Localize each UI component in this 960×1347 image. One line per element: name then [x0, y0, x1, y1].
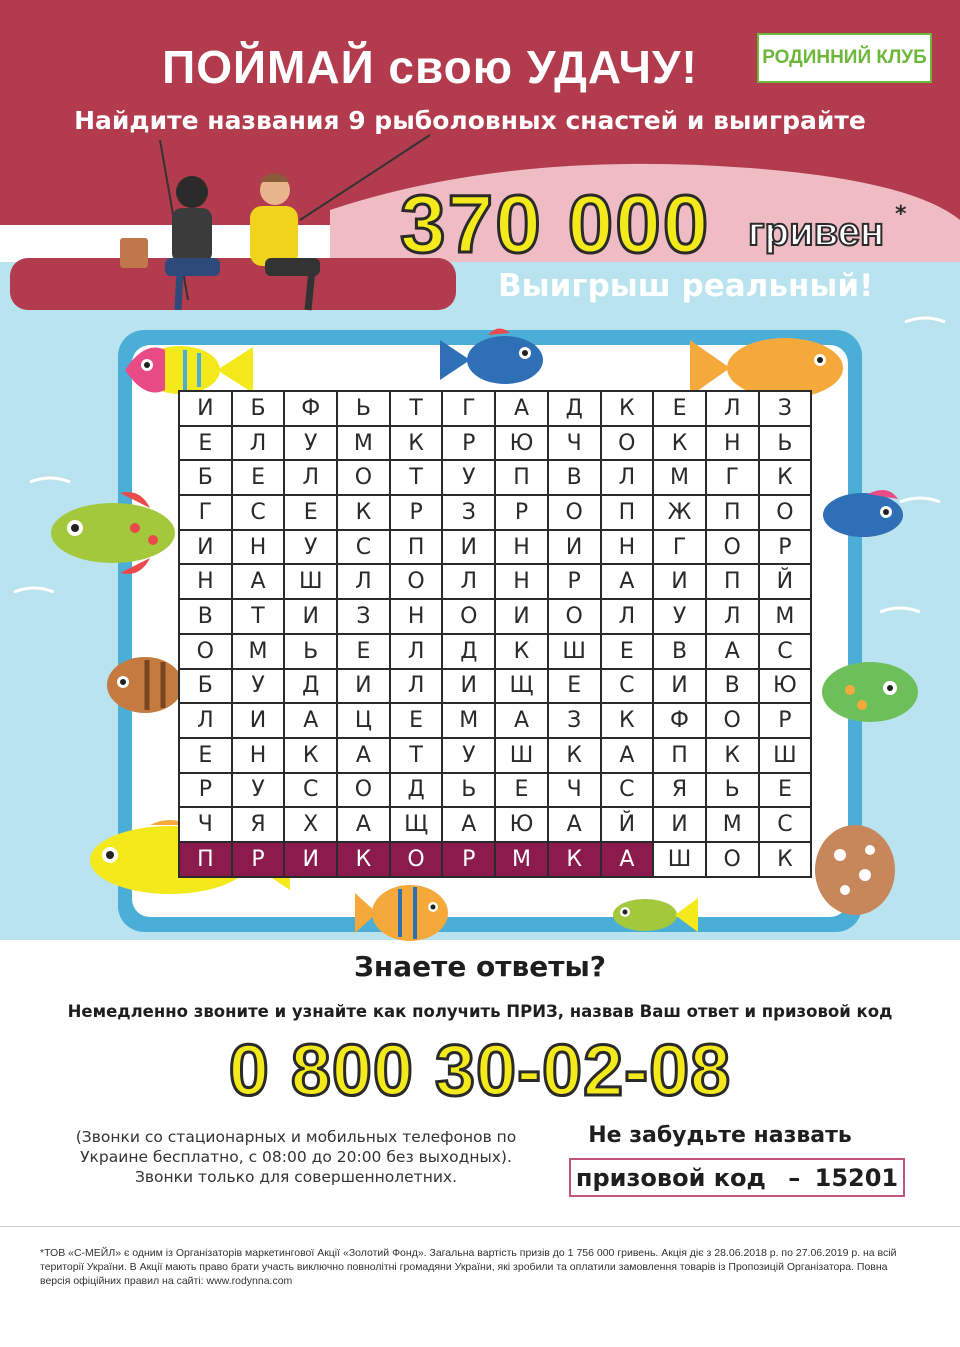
grid-cell[interactable]: Щ — [390, 807, 443, 842]
grid-cell[interactable]: А — [495, 703, 548, 738]
grid-cell[interactable]: Е — [284, 495, 337, 530]
grid-row — [179, 599, 811, 634]
grid-cell[interactable]: Ю — [495, 426, 548, 461]
question-heading: Знаете ответы? — [353, 950, 607, 983]
grid-cell[interactable]: И — [232, 703, 285, 738]
grid-cell[interactable]: И — [442, 669, 495, 704]
grid-cell[interactable]: Л — [232, 426, 285, 461]
grid-cell[interactable]: М — [232, 634, 285, 669]
call-note — [68, 1127, 524, 1187]
grid-cell[interactable]: П — [706, 495, 759, 530]
grid-cell[interactable]: Щ — [495, 669, 548, 704]
grid-cell[interactable]: К — [548, 842, 601, 877]
word-search-grid — [178, 390, 812, 878]
grid-cell[interactable]: Д — [284, 669, 337, 704]
grid-cell[interactable]: Л — [442, 564, 495, 599]
grid-cell[interactable]: И — [653, 564, 706, 599]
grid-cell[interactable]: Й — [601, 807, 654, 842]
grid-cell[interactable]: У — [442, 738, 495, 773]
grid-cell[interactable]: В — [653, 634, 706, 669]
grid-cell[interactable]: Е — [390, 703, 443, 738]
grid-cell[interactable]: А — [337, 738, 390, 773]
grid-cell[interactable]: Н — [232, 738, 285, 773]
grid-cell[interactable]: Г — [653, 530, 706, 565]
grid-cell[interactable]: О — [179, 634, 232, 669]
grid-cell[interactable]: Д — [442, 634, 495, 669]
grid-cell[interactable]: Е — [232, 460, 285, 495]
footer-divider — [0, 1226, 960, 1227]
grid-cell[interactable]: К — [759, 460, 812, 495]
grid-row — [179, 495, 811, 530]
fish-icon — [810, 650, 925, 735]
grid-cell[interactable]: Я — [653, 773, 706, 808]
grid-cell[interactable]: Л — [337, 564, 390, 599]
grid-cell[interactable]: И — [284, 842, 337, 877]
grid-cell[interactable]: Я — [232, 807, 285, 842]
grid-cell[interactable]: Д — [390, 773, 443, 808]
call-note-line: Звонки только для совершеннолетних. — [134, 1168, 458, 1186]
grid-cell[interactable]: З — [548, 703, 601, 738]
grid-cell[interactable]: А — [601, 842, 654, 877]
grid-cell[interactable]: А — [442, 807, 495, 842]
grid-cell[interactable]: К — [495, 634, 548, 669]
grid-cell[interactable]: Ш — [495, 738, 548, 773]
grid-row — [179, 460, 811, 495]
grid-cell[interactable]: У — [232, 773, 285, 808]
grid-cell[interactable]: Ш — [653, 842, 706, 877]
prize-code-dash: – — [788, 1163, 801, 1192]
grid-cell[interactable]: У — [284, 530, 337, 565]
grid-cell[interactable]: О — [442, 599, 495, 634]
grid-cell[interactable]: И — [548, 530, 601, 565]
grid-cell[interactable]: А — [548, 807, 601, 842]
grid-cell[interactable]: И — [179, 530, 232, 565]
grid-cell[interactable]: Ь — [337, 391, 390, 426]
grid-cell[interactable]: Р — [442, 426, 495, 461]
grid-cell[interactable]: Л — [284, 460, 337, 495]
grid-cell[interactable]: И — [653, 669, 706, 704]
grid-cell[interactable]: К — [706, 738, 759, 773]
grid-cell[interactable]: О — [706, 703, 759, 738]
grid-cell[interactable]: О — [601, 426, 654, 461]
prize-code-label: призовой код — [575, 1163, 766, 1192]
grid-cell[interactable]: С — [759, 634, 812, 669]
grid-cell[interactable]: Ф — [284, 391, 337, 426]
grid-cell[interactable]: Т — [232, 599, 285, 634]
grid-cell[interactable]: О — [548, 495, 601, 530]
grid-cell[interactable]: И — [337, 669, 390, 704]
grid-cell[interactable]: О — [390, 842, 443, 877]
grid-cell[interactable]: Р — [232, 842, 285, 877]
grid-cell[interactable]: Ш — [548, 634, 601, 669]
grid-cell[interactable]: Н — [179, 564, 232, 599]
grid-cell[interactable]: Ж — [653, 495, 706, 530]
prize-tagline: Выигрыш реальный! — [498, 268, 874, 304]
grid-cell[interactable]: З — [337, 599, 390, 634]
grid-cell[interactable]: Й — [759, 564, 812, 599]
legal-footnote: *ТОВ «С-МЕЙЛ» є одним із Організаторів маркетингової Акції «Золотий Фонд». Загальна вартість призів до 1 756 000 гривень. Акція діє з 28.06.2018 р. по 27.06.2019 р. на всій території України. В Акції мають право брати участь виключно повнолітні громадяни України, які зробили та оплатили замовлення товарів із Пропозицій Організатора. Повна версія офіційних правил на сайті: www.rodynna.com — [40, 1247, 897, 1287]
grid-cell[interactable]: Ю — [759, 669, 812, 704]
grid-cell[interactable]: Р — [548, 564, 601, 599]
page-subtitle: Найдите названия 9 рыболовных снастей и выиграйте — [74, 106, 866, 135]
grid-cell[interactable]: Б — [179, 460, 232, 495]
grid-cell[interactable]: П — [179, 842, 232, 877]
grid-cell[interactable]: И — [284, 599, 337, 634]
grid-cell[interactable]: У — [653, 599, 706, 634]
fish-icon — [35, 488, 180, 578]
footnote-asterisk: * — [895, 202, 907, 227]
prize-amount: 370 000 — [400, 179, 711, 270]
grid-cell[interactable]: О — [706, 842, 759, 877]
fish-icon — [810, 815, 900, 925]
grid-cell[interactable]: О — [337, 460, 390, 495]
grid-cell[interactable]: К — [337, 495, 390, 530]
grid-cell[interactable]: И — [495, 599, 548, 634]
grid-cell[interactable]: М — [495, 842, 548, 877]
grid-row — [179, 773, 811, 808]
grid-cell[interactable]: К — [759, 842, 812, 877]
grid-row — [179, 426, 811, 461]
grid-cell[interactable]: Г — [179, 495, 232, 530]
grid-cell[interactable]: Е — [548, 669, 601, 704]
grid-cell[interactable]: Г — [706, 460, 759, 495]
fish-icon — [440, 325, 550, 390]
grid-cell[interactable]: С — [601, 773, 654, 808]
grid-cell[interactable]: Л — [601, 599, 654, 634]
grid-cell[interactable]: К — [653, 426, 706, 461]
grid-cell[interactable]: С — [601, 669, 654, 704]
grid-cell[interactable]: А — [495, 391, 548, 426]
grid-cell[interactable]: Б — [179, 669, 232, 704]
grid-cell[interactable]: Р — [759, 530, 812, 565]
fishermen-illustration — [100, 120, 450, 320]
remember-heading: Не забудьте назвать — [588, 1123, 852, 1148]
grid-row — [179, 391, 811, 426]
grid-cell[interactable]: А — [284, 703, 337, 738]
prize-code-box — [569, 1158, 905, 1197]
grid-cell[interactable]: А — [337, 807, 390, 842]
grid-cell[interactable]: А — [706, 634, 759, 669]
grid-cell[interactable]: В — [179, 599, 232, 634]
grid-cell[interactable]: Л — [706, 391, 759, 426]
grid-cell[interactable]: Т — [390, 391, 443, 426]
prize-code-value: 15201 — [814, 1163, 899, 1192]
grid-row — [179, 807, 811, 842]
grid-cell[interactable]: С — [232, 495, 285, 530]
grid-cell[interactable]: У — [284, 426, 337, 461]
grid-row — [179, 530, 811, 565]
grid-cell[interactable]: Ч — [548, 773, 601, 808]
logo-text: РОДИННИЙ КЛУБ — [762, 47, 927, 68]
grid-cell[interactable]: Н — [390, 599, 443, 634]
grid-cell[interactable]: П — [390, 530, 443, 565]
grid-cell[interactable]: Р — [179, 773, 232, 808]
grid-cell[interactable]: Е — [495, 773, 548, 808]
grid-cell[interactable]: З — [759, 391, 812, 426]
fish-icon — [355, 875, 455, 950]
grid-cell[interactable]: Н — [232, 530, 285, 565]
call-note-line: Украине бесплатно, с 08:00 до 20:00 без выходных). — [80, 1148, 512, 1166]
fish-icon — [95, 650, 185, 720]
grid-cell[interactable]: Ь — [706, 773, 759, 808]
grid-cell[interactable]: М — [759, 599, 812, 634]
grid-cell[interactable]: Ш — [759, 738, 812, 773]
grid-cell[interactable]: Л — [390, 634, 443, 669]
grid-cell[interactable]: И — [653, 807, 706, 842]
grid-cell[interactable]: Л — [179, 703, 232, 738]
grid-cell[interactable]: Н — [706, 426, 759, 461]
grid-cell[interactable]: М — [337, 426, 390, 461]
grid-cell[interactable]: П — [653, 738, 706, 773]
grid-row — [179, 669, 811, 704]
grid-cell[interactable]: Е — [337, 634, 390, 669]
grid-cell[interactable]: Х — [284, 807, 337, 842]
grid-cell[interactable]: П — [601, 495, 654, 530]
grid-cell[interactable]: О — [390, 564, 443, 599]
grid-cell[interactable]: М — [653, 460, 706, 495]
grid-cell[interactable]: Ь — [759, 426, 812, 461]
grid-cell[interactable]: Ч — [179, 807, 232, 842]
grid-cell[interactable]: Н — [495, 530, 548, 565]
grid-cell[interactable]: К — [601, 703, 654, 738]
grid-cell[interactable]: Е — [179, 738, 232, 773]
grid-cell[interactable]: В — [706, 669, 759, 704]
grid-cell[interactable]: К — [601, 391, 654, 426]
grid-cell[interactable]: Л — [601, 460, 654, 495]
grid-cell[interactable]: Е — [759, 773, 812, 808]
grid-cell[interactable]: Л — [706, 599, 759, 634]
grid-cell[interactable]: С — [337, 530, 390, 565]
grid-cell[interactable]: Е — [179, 426, 232, 461]
grid-cell[interactable]: М — [706, 807, 759, 842]
grid-cell[interactable]: Е — [653, 391, 706, 426]
grid-cell[interactable]: А — [601, 738, 654, 773]
grid-cell[interactable]: В — [548, 460, 601, 495]
grid-cell[interactable]: И — [179, 391, 232, 426]
grid-cell[interactable]: Ф — [653, 703, 706, 738]
grid-row — [179, 738, 811, 773]
grid-cell[interactable]: М — [442, 703, 495, 738]
fish-icon — [808, 480, 908, 550]
grid-row — [179, 842, 811, 877]
grid-cell[interactable]: Л — [390, 669, 443, 704]
grid-cell[interactable]: О — [337, 773, 390, 808]
grid-cell[interactable]: К — [337, 842, 390, 877]
grid-cell[interactable]: Ш — [284, 564, 337, 599]
grid-cell[interactable]: П — [706, 564, 759, 599]
grid-cell[interactable]: Д — [548, 391, 601, 426]
page-title: ПОЙМАЙ свою УДАЧУ! — [162, 41, 698, 93]
grid-cell[interactable]: А — [601, 564, 654, 599]
grid-cell[interactable]: И — [442, 530, 495, 565]
grid-cell[interactable]: О — [548, 599, 601, 634]
grid-cell[interactable]: Р — [390, 495, 443, 530]
grid-cell[interactable]: О — [706, 530, 759, 565]
fish-icon — [600, 888, 700, 943]
grid-row — [179, 634, 811, 669]
grid-cell[interactable]: К — [548, 738, 601, 773]
instruction-text: Немедленно звоните и узнайте как получить ПРИЗ, назвав Ваш ответ и призовой код — [67, 1002, 893, 1021]
grid-cell[interactable]: Р — [442, 842, 495, 877]
grid-cell[interactable]: С — [284, 773, 337, 808]
grid-cell[interactable]: Ч — [548, 426, 601, 461]
grid-cell[interactable]: А — [232, 564, 285, 599]
grid-cell[interactable]: П — [495, 460, 548, 495]
grid-cell[interactable]: Ю — [495, 807, 548, 842]
grid-cell[interactable]: Т — [390, 460, 443, 495]
grid-cell[interactable]: Е — [601, 634, 654, 669]
prize-currency: гривен — [748, 210, 885, 254]
grid-cell[interactable]: К — [390, 426, 443, 461]
grid-cell[interactable]: Р — [759, 703, 812, 738]
grid-row — [179, 703, 811, 738]
grid-cell[interactable]: Ь — [442, 773, 495, 808]
grid-cell[interactable]: Р — [495, 495, 548, 530]
grid-cell[interactable]: Т — [390, 738, 443, 773]
grid-cell[interactable]: К — [284, 738, 337, 773]
grid-cell[interactable]: У — [232, 669, 285, 704]
grid-cell[interactable]: С — [759, 807, 812, 842]
grid-cell[interactable]: Н — [601, 530, 654, 565]
grid-cell[interactable]: О — [759, 495, 812, 530]
grid-cell[interactable]: З — [442, 495, 495, 530]
grid-cell[interactable]: Б — [232, 391, 285, 426]
call-note-line: (Звонки со стационарных и мобильных телефонов по — [75, 1128, 517, 1146]
grid-cell[interactable]: У — [442, 460, 495, 495]
grid-cell[interactable]: Г — [442, 391, 495, 426]
grid-cell[interactable]: Ц — [337, 703, 390, 738]
grid-cell[interactable]: Ь — [284, 634, 337, 669]
grid-row — [179, 564, 811, 599]
phone-number[interactable]: 0 800 30-02-08 — [228, 1031, 732, 1111]
grid-cell[interactable]: Н — [495, 564, 548, 599]
